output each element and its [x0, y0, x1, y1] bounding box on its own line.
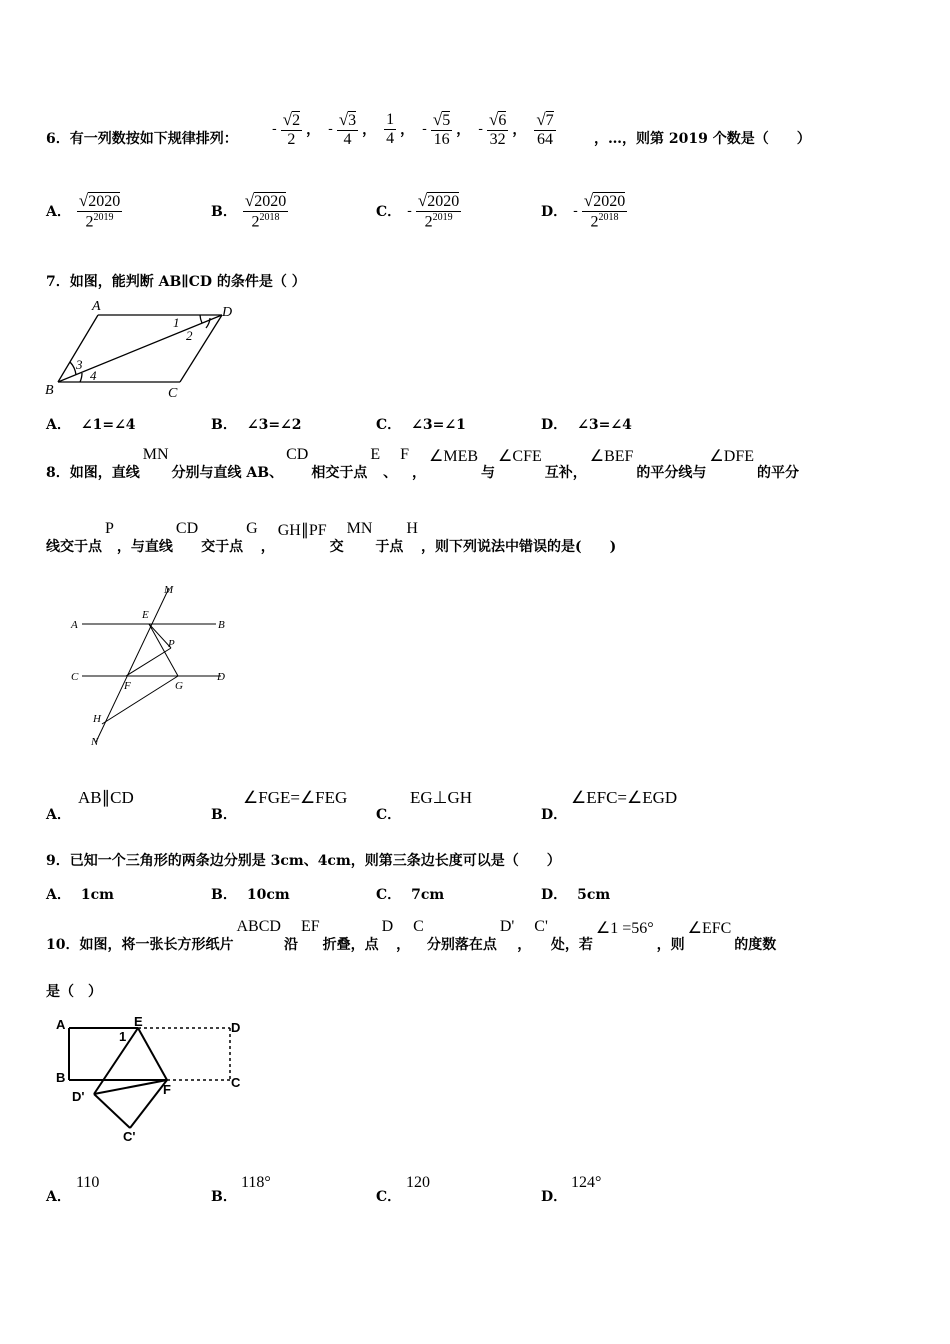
- label-d: D: [217, 671, 225, 683]
- text-token: ，: [412, 465, 427, 481]
- q7-figure: [40, 296, 240, 406]
- label-a: A: [71, 619, 78, 631]
- option-label: A．: [46, 1189, 71, 1205]
- text-token: ，: [517, 937, 532, 953]
- math-token: D: [381, 918, 394, 935]
- option-fraction: [582, 191, 627, 231]
- text-token: 8．如图，直线: [46, 465, 140, 481]
- q9-option-d: [541, 884, 610, 904]
- q10-stem-line2: 是（ ）: [46, 984, 102, 1000]
- text-token: 、: [383, 465, 398, 481]
- q6-term-fraction: [534, 110, 555, 149]
- math-token: E: [370, 446, 381, 463]
- math-token: ABCD: [236, 918, 281, 935]
- text-token: ，: [396, 937, 411, 953]
- q6-term-comma: ，: [362, 122, 377, 138]
- segment-gh: [102, 676, 178, 724]
- q6-option-d: [541, 186, 627, 236]
- q7-stem: 7．如图，能判断 AB∥CD 的条件是（ ）: [46, 274, 306, 290]
- option-label: D．: [541, 204, 568, 220]
- q9-option-b: [211, 884, 290, 904]
- option-text: ∠FGE=∠FEG: [243, 788, 348, 807]
- option-label: D．: [541, 807, 568, 823]
- option-numerator: √2020: [417, 190, 460, 210]
- q6-term-sign: -: [328, 121, 333, 137]
- q8-line2-content: [46, 520, 616, 560]
- text-token: 分别落在点: [426, 937, 497, 953]
- q8-figure: [66, 582, 266, 752]
- label-d: D: [231, 1020, 241, 1035]
- math-token: ∠CFE: [498, 448, 542, 465]
- q6-term-numerator: √7: [536, 109, 554, 129]
- q6-term-denominator: 64: [536, 130, 553, 148]
- option-text: EG⊥GH: [410, 788, 473, 807]
- text-token: 互补，: [544, 465, 587, 481]
- text-token: 的度数: [734, 937, 777, 953]
- q6-term-sign: -: [478, 121, 483, 137]
- math-token: EF: [300, 918, 320, 935]
- line-mn: [96, 588, 169, 742]
- q6-option-a: [46, 186, 122, 236]
- q6-term-comma: ，: [306, 122, 321, 138]
- q6-term-comma: ，: [456, 122, 471, 138]
- q6-term-denominator: 2: [287, 130, 296, 148]
- q8-stem-line1: [0, 446, 950, 486]
- q7-options: [0, 414, 950, 434]
- math-token: ∠EFC: [687, 920, 732, 937]
- q6-term-denominator: 16: [433, 130, 450, 148]
- option-exponent: 2019: [93, 211, 114, 223]
- q8-option-c: [376, 788, 536, 828]
- option-fraction: [416, 191, 461, 231]
- q8-option-a: [46, 788, 206, 828]
- math-token: D': [499, 918, 515, 935]
- label-a: A: [92, 299, 101, 314]
- q6-term-fraction: [337, 110, 358, 149]
- math-token: G: [246, 520, 258, 537]
- q6-term-numerator: √6: [488, 109, 507, 129]
- option-text: 118°: [241, 1174, 271, 1191]
- q6-term: [328, 110, 376, 149]
- q6-term-numerator: 1: [386, 110, 395, 128]
- text-token: 折叠，点: [322, 937, 379, 953]
- q6-term-numerator: √2: [282, 109, 301, 129]
- option-label: D．: [541, 1189, 568, 1205]
- option-text: 10cm: [246, 887, 290, 903]
- option-label: C．: [376, 887, 402, 903]
- q6-term-comma: ，: [400, 122, 415, 138]
- label-p: P: [168, 638, 175, 650]
- text-token: 交: [329, 539, 344, 555]
- math-token: MN: [346, 520, 373, 537]
- math-token: CD: [286, 446, 309, 463]
- q10-option-d: [541, 1174, 701, 1214]
- math-token: ∠DFE: [709, 448, 754, 465]
- q8-line1-content: [46, 446, 799, 486]
- q6-term-fraction: [384, 111, 396, 148]
- option-label: D．: [541, 417, 568, 433]
- q7-option-d: [541, 414, 632, 434]
- q9-option-a: [46, 884, 114, 904]
- option-text: 110: [76, 1174, 100, 1191]
- q6-term-fraction: [487, 110, 508, 149]
- text-token: 交于点: [201, 539, 244, 555]
- label-2: 2: [186, 328, 193, 343]
- option-label: B．: [211, 417, 237, 433]
- text-token: ，则: [656, 937, 685, 953]
- option-label: A．: [46, 204, 71, 220]
- option-label: C．: [376, 1189, 402, 1205]
- q10-option-c: [376, 1174, 536, 1214]
- option-label: C．: [376, 807, 402, 823]
- math-token: C: [413, 918, 424, 935]
- segment-dc: [180, 315, 222, 382]
- q6-prefix: 6．有一列数按如下规律排列：: [46, 131, 238, 147]
- math-token: GH∥PF: [277, 522, 327, 539]
- label-1: 1: [173, 315, 180, 330]
- math-token: ∠1 =56°: [595, 920, 654, 937]
- option-text: ∠3=∠2: [246, 417, 302, 433]
- label-n: N: [91, 736, 99, 748]
- option-numerator: √2020: [583, 190, 626, 210]
- label-b: B: [56, 1070, 66, 1085]
- q6-term-comma: ，: [512, 122, 527, 138]
- q7-option-c: [376, 414, 466, 434]
- option-label: B．: [211, 1189, 237, 1205]
- text-token: ，则下列说法中错误的是( ): [420, 539, 617, 555]
- option-text: 5cm: [577, 887, 611, 903]
- q6-term: [272, 110, 320, 149]
- option-base: 2: [424, 213, 433, 231]
- text-token: 相交于点: [311, 465, 368, 481]
- q8-option-b: [211, 788, 371, 828]
- q6-term-numerator: √5: [432, 109, 451, 129]
- text-token: 于点: [375, 539, 404, 555]
- q7-option-b: [211, 414, 302, 434]
- option-exponent: 2018: [259, 211, 280, 223]
- q10-option-a: [46, 1174, 206, 1214]
- q10-figure: [50, 1010, 260, 1145]
- option-label: A．: [46, 887, 71, 903]
- math-token: C': [534, 918, 548, 935]
- q6-term: [384, 111, 414, 148]
- label-1: 1: [119, 1029, 127, 1044]
- text-token: 分别与直线 AB、: [171, 465, 284, 481]
- label-b: B: [45, 383, 54, 398]
- q10-line1-content: [46, 918, 776, 958]
- option-denominator: [416, 212, 461, 231]
- q10-option-b: [211, 1174, 371, 1214]
- math-token: P: [105, 520, 114, 537]
- option-text: 7cm: [411, 887, 445, 903]
- label-b: B: [218, 619, 225, 631]
- q10-stem-line1: [0, 918, 950, 958]
- label-c: C: [71, 671, 79, 683]
- q6-term-denominator: 4: [386, 129, 395, 147]
- option-text: ∠1=∠4: [80, 417, 136, 433]
- option-exponent: 2019: [432, 211, 453, 223]
- label-3: 3: [76, 357, 83, 372]
- label-e: E: [134, 1014, 143, 1029]
- math-token: CD: [175, 520, 199, 537]
- text-token: 线交于点: [46, 539, 102, 555]
- label-c-prime: C': [123, 1129, 136, 1144]
- q8-stem-line2: [0, 520, 950, 560]
- q6-term: [534, 110, 555, 149]
- option-numerator: √2020: [244, 190, 287, 210]
- q9-option-c: [376, 884, 444, 904]
- q10-options: [0, 1174, 950, 1214]
- math-token: ∠MEB: [429, 448, 479, 465]
- option-label: C．: [376, 417, 402, 433]
- option-denominator: [582, 212, 627, 231]
- option-base: 2: [251, 213, 260, 231]
- option-exponent: 2018: [598, 211, 619, 223]
- q6-stem: [46, 128, 238, 148]
- label-c: C: [168, 386, 178, 401]
- math-token: H: [406, 520, 418, 537]
- option-text: ∠3=∠4: [577, 417, 632, 433]
- q6-term-sign: -: [422, 121, 427, 137]
- text-token: 10．如图，将一张长方形纸片: [46, 937, 234, 953]
- math-token: ∠BEF: [589, 448, 634, 465]
- option-label: B．: [211, 204, 237, 220]
- label-d: D: [222, 305, 233, 320]
- q6-term-numerator: √3: [338, 109, 357, 129]
- option-label: B．: [211, 887, 237, 903]
- text-token: 与: [481, 465, 496, 481]
- text-token: 沿: [283, 937, 298, 953]
- label-e: E: [142, 609, 149, 621]
- math-token: MN: [142, 446, 169, 463]
- label-c: C: [231, 1075, 241, 1090]
- label-h: H: [93, 713, 101, 725]
- text-token: 的平分: [757, 465, 799, 481]
- q6-suffix: ，…，则第 2019 个数是（ ）: [594, 131, 811, 147]
- option-text: 1cm: [80, 887, 114, 903]
- q6-term-denominator: 4: [343, 130, 352, 148]
- label-d-prime: D': [72, 1089, 85, 1104]
- label-g: G: [175, 680, 183, 692]
- option-label: D．: [541, 887, 568, 903]
- q6-term: [478, 110, 526, 149]
- text-token: ，: [260, 539, 275, 555]
- label-f: F: [124, 680, 131, 692]
- option-text: 124°: [571, 1174, 602, 1191]
- option-text: 120: [406, 1174, 430, 1191]
- text-token: ，与直线: [116, 539, 173, 555]
- q6-term-fraction: [431, 110, 452, 149]
- label-4: 4: [90, 368, 97, 383]
- text-token: 的平分线与: [636, 465, 707, 481]
- option-text: AB∥CD: [78, 788, 134, 807]
- q6-option-c: [376, 186, 461, 236]
- q6-term-fraction: [281, 110, 302, 149]
- q6-options: [0, 186, 950, 236]
- label-f: F: [163, 1082, 171, 1097]
- option-label: A．: [46, 807, 71, 823]
- option-sign: -: [573, 203, 578, 219]
- q7-option-a: [46, 414, 136, 434]
- segment-eg: [149, 624, 178, 676]
- label-m: M: [164, 584, 174, 596]
- q9-options: [0, 884, 950, 904]
- text-token: 处，若: [550, 937, 593, 953]
- option-text: ∠3=∠1: [411, 417, 466, 433]
- q8-option-d: [541, 788, 701, 828]
- option-base: 2: [85, 213, 94, 231]
- math-token: F: [400, 446, 410, 463]
- option-denominator: [77, 212, 122, 231]
- option-label: C．: [376, 204, 402, 220]
- option-label: B．: [211, 807, 237, 823]
- option-denominator: [243, 212, 288, 231]
- option-numerator: √2020: [78, 190, 121, 210]
- q6-term-denominator: 32: [489, 130, 506, 148]
- q6-term-sign: -: [272, 121, 277, 137]
- option-label: A．: [46, 417, 71, 433]
- label-a: A: [56, 1017, 66, 1032]
- option-text: ∠EFC=∠EGD: [571, 788, 678, 807]
- q6-sequence: [272, 102, 564, 156]
- q6-option-b: [211, 186, 288, 236]
- q6-term: [422, 110, 470, 149]
- option-base: 2: [590, 213, 599, 231]
- segment-bd: [58, 315, 222, 382]
- option-fraction: [243, 191, 288, 231]
- q9-stem: 9．已知一个三角形的两条边分别是 3cm、4cm，则第三条边长度可以是（ ）: [46, 853, 561, 869]
- option-sign: -: [407, 203, 412, 219]
- option-fraction: [77, 191, 122, 231]
- q8-options: [0, 788, 950, 828]
